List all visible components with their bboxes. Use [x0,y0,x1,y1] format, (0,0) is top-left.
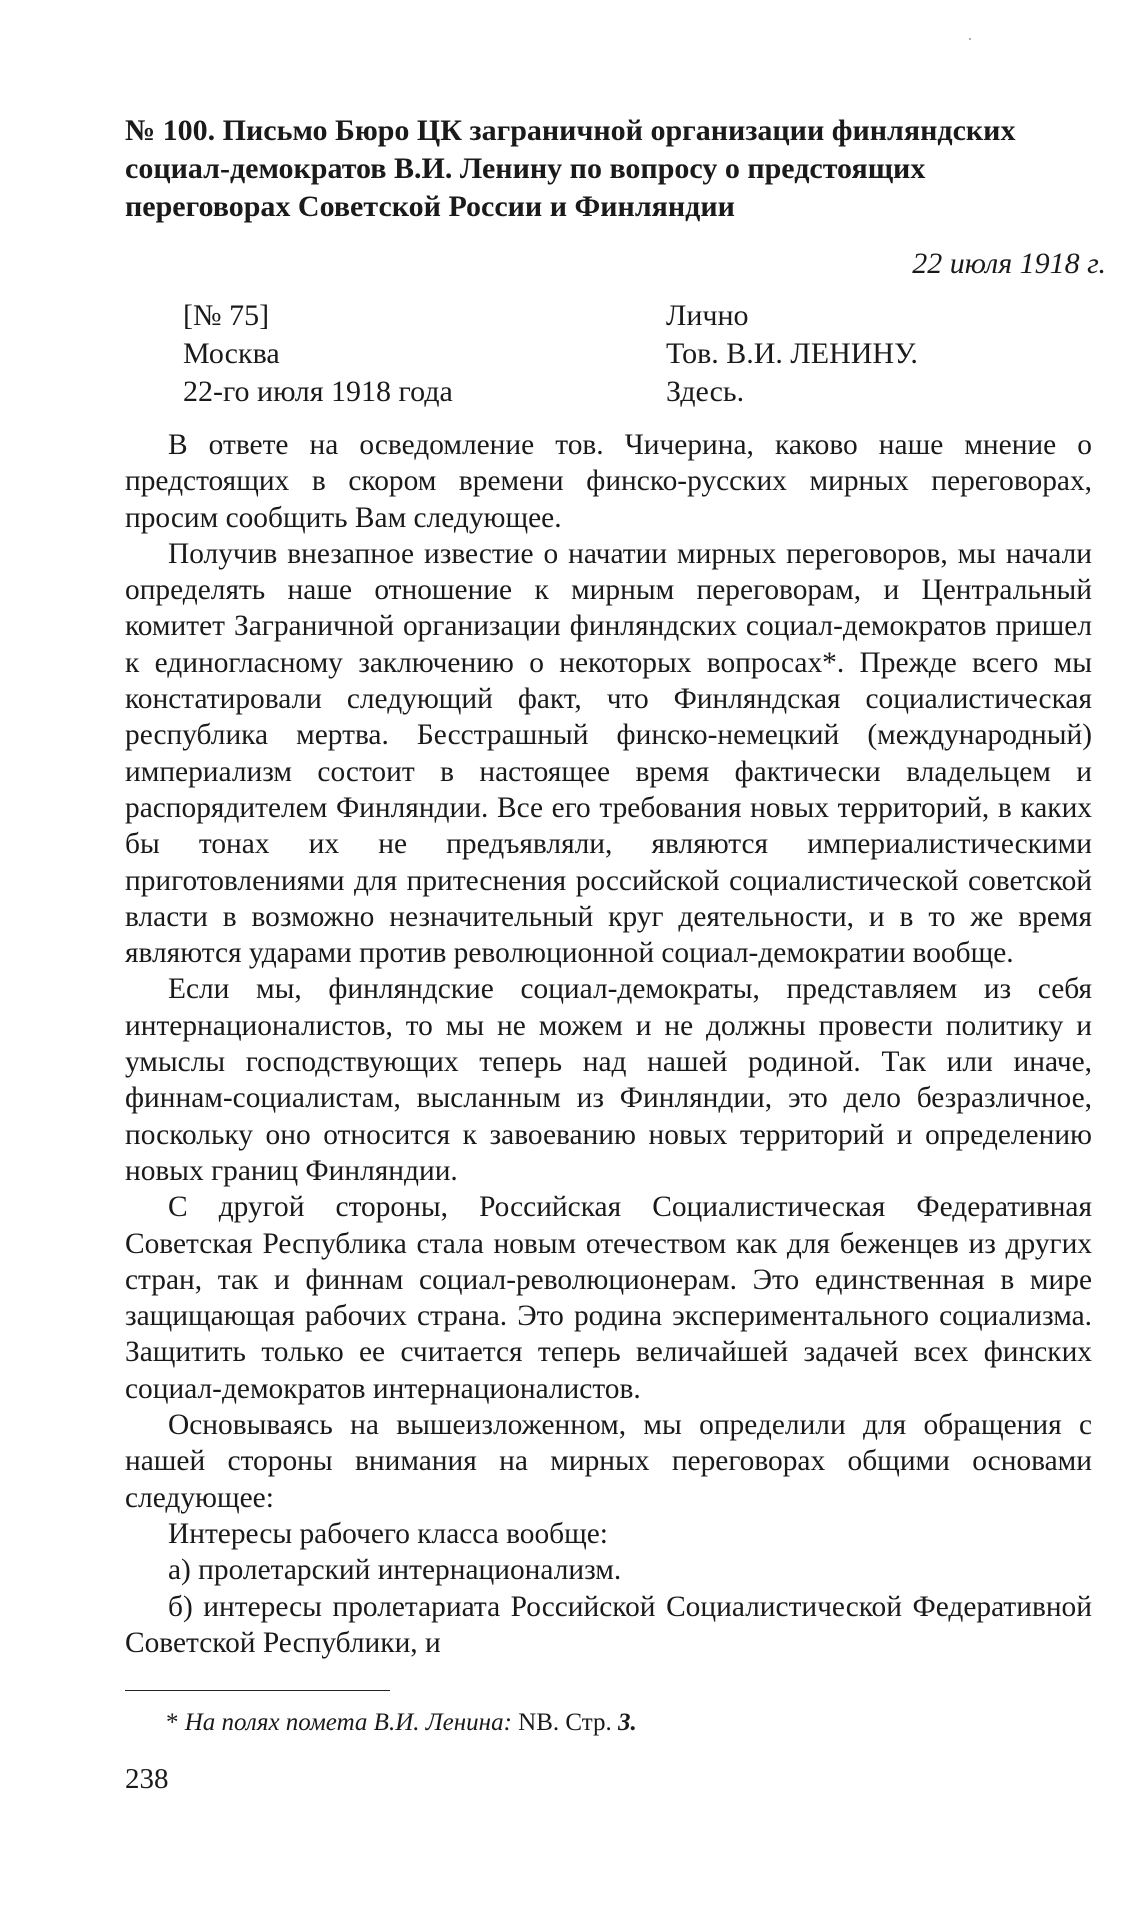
document-date: 22 июля 1918 г. [912,247,1106,280]
document-title: № 100. Письмо Бюро ЦК заграничной организации финляндских социал-демократов В.И. Ленину по вопросу о предстоящих переговорах Советской России и Финляндии [125,114,1016,223]
list-item: б) интересы пролетариата Российской Социалистической Федеративной Советской Республики, и [125,1590,1092,1659]
footnote [166,1707,637,1739]
body-paragraph: Основываясь на вышеизложенном, мы определили для обращения с нашей стороны внимания на мирных переговорах общими основами следующее: [125,1409,1092,1514]
footnote-italic-text: На полях помета В.И. Ленина: [184,1709,512,1736]
footnote-plain-text: NB. Стр. [518,1709,612,1736]
letter-location: Здесь. [666,375,745,408]
body-paragraph: В ответе на осведомление тов. Чичерина, каково наше мнение о предстоящих в скором времени финско-русских мирных переговорах, просим сообщить Вам следующее. [125,429,1092,534]
page-number: 238 [125,1763,169,1795]
letter-header-right [666,297,918,411]
letter-addressee: Тов. В.И. ЛЕНИНУ. [666,337,918,370]
list-item: а) пролетарский интернационализм. [168,1554,622,1587]
body-paragraph: Интересы рабочего класса вообще: [168,1517,608,1550]
letter-date: 22-го июля 1918 года [183,375,453,408]
letter-header-left [183,297,453,411]
body-paragraph: С другой стороны, Российская Социалистическая Федеративная Советская Республика стала новым отечеством как для беженцев из других стран, так и финнам социал-революционерам. Это единственная в мире защищающая рабочих страна. Это родина экспериментального социализма. Защитить только ее считается теперь величайшей задачей всех финских социал-демократов интернационалистов. [125,1191,1092,1405]
footnote-divider [125,1690,390,1691]
body-paragraph: Получив внезапное известие о начатии мирных переговоров, мы начали определять наше отношение к мирным переговорам, и Центральный комитет Заграничной организации финляндских социал-демократов пришел к единогласному заключению о некоторых вопросах*. Прежде всего мы констатировали следующий факт, что Финляндская социалистическая республика мертва. Бесстрашный финско-немецкий (международный) империализм состоит в настоящее время фактически владельцем и распорядителем Финляндии. Все его требования новых территорий, в каких бы тонах их не предъявляли, являются империалистическими приготовлениями для притеснения российской социалистической советской власти в возможно незначительный круг деятельности, и в то же время являются ударами против революционной социал-демократии вообще. [125,537,1092,970]
letter-number: [№ 75] [183,299,270,332]
scan-speck [969,38,971,40]
footnote-marker: * [166,1709,179,1736]
letter-personal-mark: Лично [666,299,749,332]
body-paragraph: Если мы, финляндские социал-демократы, представляем из себя интернационалистов, то мы не можем и не должны провести политику и умыслы господствующих теперь над нашей родиной. Так или иначе, финнам-социалистам, высланным из Финляндии, это дело безразличное, поскольку оно относится к завоеванию новых территорий и определению новых границ Финляндии. [125,973,1092,1187]
letter-body [125,427,1092,1661]
footnote-bold-text: 3. [617,1709,637,1736]
letter-place: Москва [183,337,280,370]
